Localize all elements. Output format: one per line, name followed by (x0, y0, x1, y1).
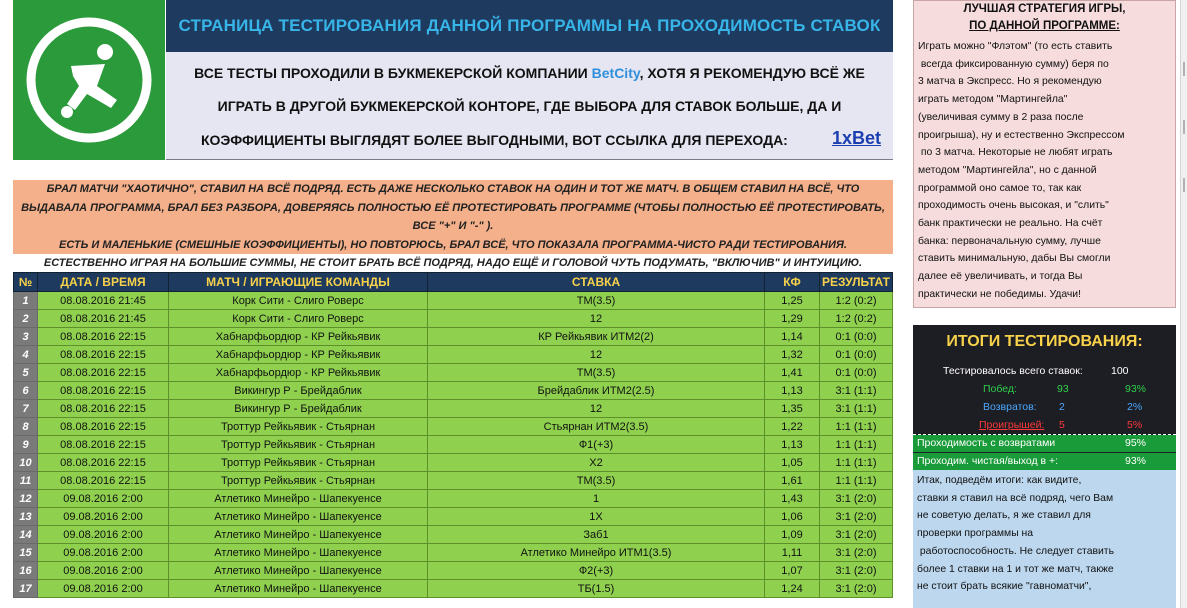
table-row (14, 364, 893, 382)
table-row (14, 472, 893, 490)
returns-pct: 2% (1127, 401, 1143, 413)
cell-datetime: 09.08.2016 2:00 (38, 508, 169, 526)
cell-match: Викингур Р - Брейдаблик (169, 382, 428, 400)
table-row (14, 436, 893, 454)
col-num: № (14, 273, 38, 292)
text-line: практически не победимы. Удачи! (918, 288, 1081, 300)
results-pass-returns-row (913, 435, 1176, 452)
cell-result: 0:1 (0:0) (820, 364, 893, 382)
cell-num: 11 (14, 472, 38, 490)
cell-result: 3:1 (2:0) (820, 508, 893, 526)
cell-bet: Ф2(+3) (428, 562, 765, 580)
cell-match: Корк Сити - Слиго Роверс (169, 310, 428, 328)
cell-result: 0:1 (0:0) (820, 328, 893, 346)
strategy-title: ЛУЧШАЯ СТРАТЕГИЯ ИГРЫ, (963, 3, 1126, 15)
col-bet: СТАВКА (428, 273, 765, 292)
table-row (14, 544, 893, 562)
results-title: ИТОГИ ТЕСТИРОВАНИЯ: (946, 333, 1143, 350)
text-line: далее её увеличивать, и тогда Вы (918, 271, 1083, 283)
betcity-link[interactable]: BetCity (591, 65, 640, 81)
cell-result: 3:1 (1:1) (820, 400, 893, 418)
cell-datetime: 09.08.2016 2:00 (38, 544, 169, 562)
cell-bet: 1Х (428, 508, 765, 526)
returns-label: Возвратов: (983, 401, 1037, 413)
cell-kf: 1,43 (765, 490, 820, 508)
cell-num: 9 (14, 436, 38, 454)
table-row (14, 292, 893, 310)
text-line: банка: первоначальную сумму, лучше (918, 235, 1101, 247)
scrollbar-mark (1183, 62, 1185, 76)
scrollbar[interactable] (1180, 0, 1187, 608)
text-line: работоспособность. Не следует ставить (917, 545, 1114, 557)
text-line: Играть можно "Флэтом" (то есть ставить (918, 41, 1113, 52)
cell-bet: Атлетико Минейро ИТМ1(3.5) (428, 544, 765, 562)
cell-kf: 1,14 (765, 328, 820, 346)
wins-pct: 93% (1125, 383, 1147, 395)
cell-match: Троттур Рейкьявик - Стьярнан (169, 418, 428, 436)
cell-kf: 1,11 (765, 544, 820, 562)
cell-datetime: 09.08.2016 2:00 (38, 526, 169, 544)
wins-value: 93 (1057, 383, 1069, 395)
cell-num: 15 (14, 544, 38, 562)
pass-returns-value: 95% (1125, 437, 1147, 449)
cell-kf: 1,24 (765, 580, 820, 598)
cell-result: 3:1 (1:1) (820, 382, 893, 400)
text-line: более 1 ставки на 1 и тот же матч, также (917, 563, 1114, 575)
logo (13, 0, 165, 160)
table-row (14, 328, 893, 346)
cell-result: 3:1 (2:0) (820, 580, 893, 598)
cell-kf: 1,13 (765, 436, 820, 454)
cell-kf: 1,29 (765, 310, 820, 328)
text-line: по 3 матча. Некоторые не любят играть (918, 147, 1113, 159)
results-panel (913, 325, 1176, 608)
cell-result: 3:1 (2:0) (820, 490, 893, 508)
cell-result: 1:1 (1:1) (820, 436, 893, 454)
cell-num: 7 (14, 400, 38, 418)
cell-result: 3:1 (2:0) (820, 526, 893, 544)
cell-match: Хабнарфьордюр - КР Рейкьявик (169, 328, 428, 346)
table-body (14, 292, 893, 598)
cell-result: 1:2 (0:2) (820, 310, 893, 328)
cell-kf: 1,13 (765, 382, 820, 400)
scrollbar-mark (1183, 120, 1185, 134)
cell-bet: ТМ(3.5) (428, 472, 765, 490)
cell-num: 2 (14, 310, 38, 328)
soccer-player-icon (13, 0, 165, 160)
cell-num: 14 (14, 526, 38, 544)
col-kf: КФ (765, 273, 820, 292)
cell-result: 0:1 (0:0) (820, 346, 893, 364)
cell-match: Атлетико Минейро - Шапекуенсе (169, 580, 428, 598)
cell-bet: Заб1 (428, 526, 765, 544)
cell-kf: 1,32 (765, 346, 820, 364)
pass-returns-label: Проходимость с возвратами (917, 437, 1056, 449)
1xbet-link[interactable]: 1xBet (831, 128, 881, 148)
cell-num: 16 (14, 562, 38, 580)
cell-match: Троттур Рейкьявик - Стьярнан (169, 472, 428, 490)
cell-bet: 1 (428, 490, 765, 508)
conclusion-panel (913, 470, 1176, 608)
cell-result: 1:1 (1:1) (820, 472, 893, 490)
cell-match: Троттур Рейкьявик - Стьярнан (169, 454, 428, 472)
conclusion-text (917, 472, 1173, 596)
col-datetime: ДАТА / ВРЕМЯ (38, 273, 169, 292)
cell-bet: 12 (428, 400, 765, 418)
cell-kf: 1,09 (765, 526, 820, 544)
text-line: проигрыша), ну и естественно Экспрессом (918, 129, 1125, 141)
wins-label: Побед: (983, 383, 1017, 395)
table-row (14, 310, 893, 328)
cell-datetime: 08.08.2016 21:45 (38, 292, 169, 310)
cell-bet: Х2 (428, 454, 765, 472)
table-row (14, 580, 893, 598)
strategy-text (918, 38, 1174, 304)
results-wins-row (913, 381, 1176, 398)
cell-kf: 1,07 (765, 562, 820, 580)
table-row (14, 508, 893, 526)
results-pass-clean-row (913, 453, 1176, 470)
cell-bet: Ф1(+3) (428, 436, 765, 454)
cell-kf: 1,05 (765, 454, 820, 472)
intro-line-1-suffix: , ХОТЯ Я РЕКОМЕНДУЮ ВСЁ ЖЕ (639, 65, 865, 81)
cell-kf: 1,22 (765, 418, 820, 436)
cell-num: 6 (14, 382, 38, 400)
cell-match: Троттур Рейкьявик - Стьярнан (169, 436, 428, 454)
cell-result: 1:2 (0:2) (820, 292, 893, 310)
cell-bet: Брейдаблик ИТМ2(2.5) (428, 382, 765, 400)
text-line: не стоит брать всякие "гавноматчи", (917, 581, 1092, 593)
cell-datetime: 08.08.2016 22:15 (38, 418, 169, 436)
table-row (14, 400, 893, 418)
cell-result: 1:1 (1:1) (820, 454, 893, 472)
intro-line-1 (166, 65, 893, 81)
bets-table (13, 272, 893, 598)
text-line: 3 матча в Экспресс. Но я рекомендую (918, 76, 1102, 88)
text-line: Итак, подведём итоги: как видите, (917, 475, 1082, 486)
cell-match: Атлетико Минейро - Шапекуенсе (169, 490, 428, 508)
pass-clean-label: Проходим. чистая/выход в +: (917, 455, 1059, 467)
table-row (14, 454, 893, 472)
cell-bet: КР Рейкьявик ИТМ2(2) (428, 328, 765, 346)
cell-bet: 12 (428, 310, 765, 328)
cell-bet: Стьярнан ИТМ2(3.5) (428, 418, 765, 436)
cell-result: 1:1 (1:1) (820, 418, 893, 436)
cell-kf: 1,35 (765, 400, 820, 418)
cell-match: Атлетико Минейро - Шапекуенсе (169, 562, 428, 580)
cell-num: 12 (14, 490, 38, 508)
losses-value: 5 (1059, 419, 1065, 431)
page-title: СТРАНИЦА ТЕСТИРОВАНИЯ ДАННОЙ ПРОГРАММЫ НА ПРОХОДИМОСТЬ СТАВОК (166, 0, 893, 52)
text-line: (увеличивая сумму в 2 раза после (918, 111, 1084, 123)
cell-datetime: 08.08.2016 22:15 (38, 364, 169, 382)
note-panel (13, 180, 893, 269)
table-row (14, 418, 893, 436)
cell-datetime: 09.08.2016 2:00 (38, 580, 169, 598)
cell-match: Атлетико Минейро - Шапекуенсе (169, 508, 428, 526)
cell-bet: ТБ(1.5) (428, 580, 765, 598)
cell-bet: ТМ(3.5) (428, 364, 765, 382)
text-line: проверки программы на (917, 528, 1034, 540)
cell-kf: 1,61 (765, 472, 820, 490)
header-intro (166, 52, 893, 160)
cell-bet: ТМ(3.5) (428, 292, 765, 310)
cell-datetime: 08.08.2016 22:15 (38, 346, 169, 364)
table-row (14, 526, 893, 544)
cell-datetime: 08.08.2016 22:15 (38, 328, 169, 346)
cell-datetime: 08.08.2016 22:15 (38, 454, 169, 472)
cell-match: Хабнарфьордюр - КР Рейкьявик (169, 346, 428, 364)
table-row (14, 490, 893, 508)
cell-num: 8 (14, 418, 38, 436)
strategy-subtitle: ПО ДАННОЙ ПРОГРАММЕ: (969, 20, 1120, 32)
cell-match: Корк Сити - Слиго Роверс (169, 292, 428, 310)
scrollbar-mark (1183, 178, 1185, 192)
cell-num: 4 (14, 346, 38, 364)
cell-kf: 1,25 (765, 292, 820, 310)
strategy-panel (913, 0, 1176, 308)
text-line: всегда фиксированную сумму) беря по (918, 58, 1109, 70)
text-line: проходимость очень высокая, и "слить" (918, 200, 1109, 212)
cell-num: 17 (14, 580, 38, 598)
cell-kf: 1,06 (765, 508, 820, 526)
text-line: ставки я ставил на всё подряд, чего Вам (917, 492, 1114, 504)
intro-line-2: ИГРАТЬ В ДРУГОЙ БУКМЕКЕРСКОЙ КОНТОРЕ, ГДЕ ВЫБОРА ДЛЯ СТАВОК БОЛЬШЕ, ДА И (217, 98, 842, 114)
table-row (14, 382, 893, 400)
intro-line-1-prefix: ВСЕ ТЕСТЫ ПРОХОДИЛИ В БУКМЕКЕРСКОЙ КОМПАНИИ (194, 65, 592, 81)
cell-match: Викингур Р - Брейдаблик (169, 400, 428, 418)
losses-pct: 5% (1127, 419, 1143, 431)
cell-num: 10 (14, 454, 38, 472)
cell-bet: 12 (428, 346, 765, 364)
results-returns-row (913, 399, 1176, 416)
text-line: играть методом "Мартингейла" (918, 94, 1068, 106)
note-line: ВЫДАВАЛА ПРОГРАММА, БРАЛ БЕЗ РАЗБОРА, ДОВЕРЯЯСЬ ПОЛНОСТЬЮ ЕЁ ПРОТЕСТИРОВАТЬ ПРОГРАММЕ (ЧТОБЫ ПОЛНОСТЬЮ ЕЁ ПРОТЕСТИРОВАТЬ, ВСЕ "+" И "-" ). (21, 201, 885, 232)
note-line: ЕСТЕСТВЕННО ИГРАЯ НА БОЛЬШИЕ СУММЫ, НЕ СТОИТ БРАТЬ ВСЁ ПОДРЯД, НАДО ЕЩЁ И ГОЛОВОЙ ЧУТЬ ПОДУМАТЬ, "ВКЛЮЧИВ" И ИНТУИЦИЮ. (43, 257, 863, 269)
text-line: не советую делать, я же ставил для (917, 510, 1091, 522)
results-total-row (913, 363, 1176, 380)
cell-match: Хабнарфьордюр - КР Рейкьявик (169, 364, 428, 382)
cell-datetime: 08.08.2016 21:45 (38, 310, 169, 328)
table-header-row (14, 273, 893, 292)
returns-value: 2 (1059, 401, 1065, 413)
col-match: МАТЧ / ИГРАЮЩИЕ КОМАНДЫ (169, 273, 428, 292)
intro-line-3: КОЭФФИЦИЕНТЫ ВЫГЛЯДЯТ БОЛЕЕ ВЫГОДНЫМИ, ВОТ ССЫЛКА ДЛЯ ПЕРЕХОДА: (201, 132, 788, 148)
text-line: ставить минимальную, дабы Вы смогли (918, 253, 1111, 265)
cell-datetime: 08.08.2016 22:15 (38, 472, 169, 490)
table-row (14, 562, 893, 580)
cell-datetime: 09.08.2016 2:00 (38, 490, 169, 508)
text-line: программой оно самое то, так как (918, 182, 1082, 194)
results-losses-row (913, 417, 1176, 435)
cell-datetime: 08.08.2016 22:15 (38, 382, 169, 400)
table-row (14, 346, 893, 364)
col-result: РЕЗУЛЬТАТ (820, 273, 893, 292)
cell-kf: 1,41 (765, 364, 820, 382)
cell-result: 3:1 (2:0) (820, 544, 893, 562)
cell-num: 5 (14, 364, 38, 382)
total-label: Тестировалось всего ставок: (943, 365, 1083, 377)
pass-clean-value: 93% (1125, 455, 1147, 467)
cell-match: Атлетико Минейро - Шапекуенсе (169, 526, 428, 544)
note-line: ЕСТЬ И МАЛЕНЬКИЕ (СМЕШНЫЕ КОЭФФИЦИЕНТЫ), НО ПОВТОРЮСЬ, БРАЛ ВСЁ, ЧТО ПОКАЗАЛА ПРОГРАММА-ЧИСТО РАДИ ТЕСТИРОВАНИЯ. (59, 238, 847, 251)
cell-num: 3 (14, 328, 38, 346)
cell-datetime: 08.08.2016 22:15 (38, 436, 169, 454)
text-line: банк практически не реально. На счёт (918, 218, 1103, 230)
cell-datetime: 09.08.2016 2:00 (38, 562, 169, 580)
text-line: методом "Мартингейла", но с данной (918, 164, 1097, 176)
losses-label: Проигрышей: (979, 419, 1045, 431)
cell-result: 3:1 (2:0) (820, 562, 893, 580)
cell-num: 1 (14, 292, 38, 310)
cell-match: Атлетико Минейро - Шапекуенсе (169, 544, 428, 562)
total-value: 100 (1111, 365, 1129, 377)
note-line: БРАЛ МАТЧИ "ХАОТИЧНО", СТАВИЛ НА ВСЁ ПОДРЯД. ЕСТЬ ДАЖЕ НЕСКОЛЬКО СТАВОК НА ОДИН И ТОТ ЖЕ МАТЧ. В ОБЩЕМ СТАВИЛ НА ВСЁ, ЧТО (46, 183, 860, 195)
cell-num: 13 (14, 508, 38, 526)
cell-datetime: 08.08.2016 22:15 (38, 400, 169, 418)
